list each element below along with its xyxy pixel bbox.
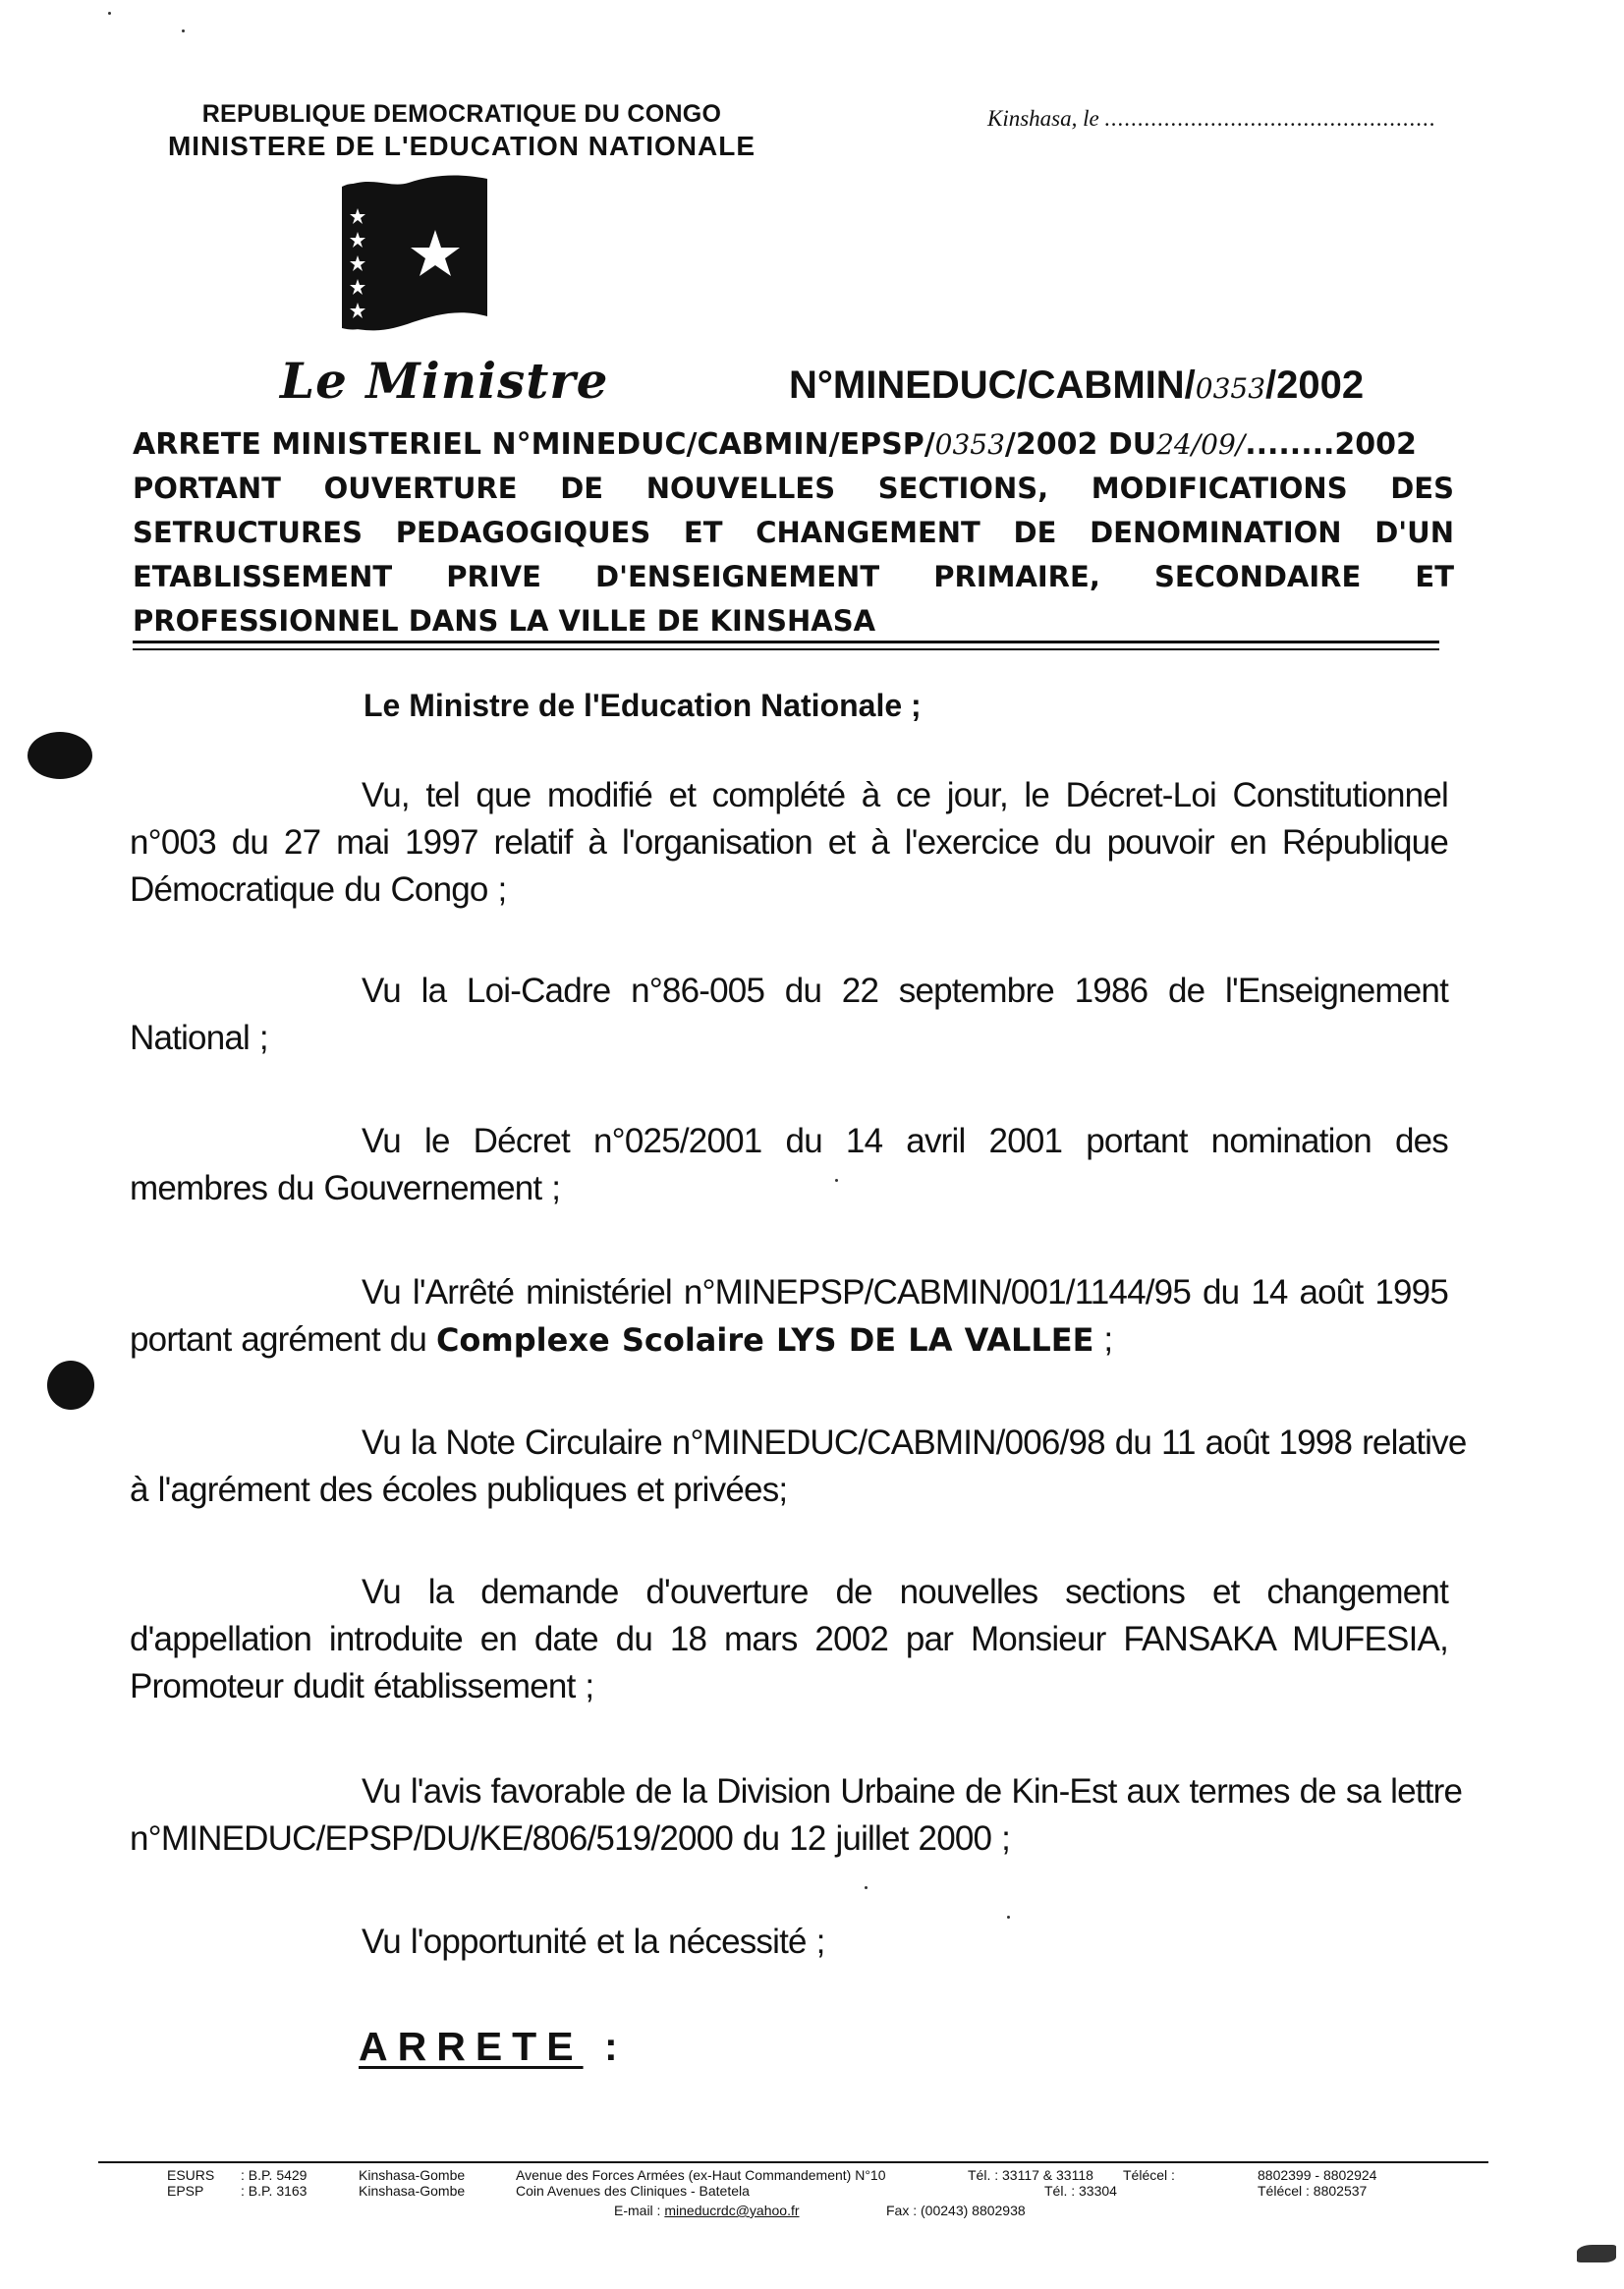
ref-handwritten: 0353 bbox=[1195, 372, 1266, 405]
paragraph-line: Vu, tel que modifié et complété à ce jour, le Décret-Loi Constitutionnel bbox=[362, 776, 1448, 814]
footer-text: Coin Avenues des Cliniques - Batetela bbox=[516, 2183, 750, 2199]
place-date-line bbox=[987, 106, 1436, 132]
ink-blot bbox=[47, 1361, 94, 1410]
whereas-paragraph-8 bbox=[130, 1919, 1448, 1966]
decree-title bbox=[133, 422, 1454, 643]
scan-speck bbox=[1007, 1916, 1010, 1919]
minister-signature-label: Le Ministre bbox=[280, 352, 609, 410]
title-line-3: SETRUCTURES PEDAGOGIQUES ET CHANGEMENT DE DENOMINATION D'UN bbox=[133, 516, 1454, 549]
whereas-paragraph-4 bbox=[130, 1269, 1448, 1364]
footer-text: ESURS bbox=[167, 2167, 215, 2183]
scan-speck bbox=[865, 1886, 868, 1889]
text-run: portant agrément du bbox=[130, 1320, 436, 1359]
footer-text: Kinshasa-Gombe bbox=[359, 2183, 466, 2199]
date-blank: .................................................. bbox=[1104, 106, 1436, 131]
decree-heading bbox=[359, 2024, 628, 2070]
reference-number bbox=[789, 363, 1364, 408]
title-line-5: PROFESSIONNEL DANS LA VILLE DE KINSHASA bbox=[133, 604, 876, 638]
paragraph-line: National ; bbox=[130, 1019, 268, 1057]
footer-fax: Fax : (00243) 8802938 bbox=[886, 2203, 1026, 2218]
paragraph-line: Démocratique du Congo ; bbox=[130, 870, 507, 909]
footer-phone bbox=[968, 2167, 1117, 2199]
title-rule bbox=[133, 641, 1439, 643]
paragraph-line: Vu la demande d'ouverture de nouvelles sections et changement bbox=[362, 1573, 1448, 1611]
footer-telecel bbox=[1258, 2167, 1376, 2199]
ministry-name: MINISTERE DE L'EDUCATION NATIONALE bbox=[167, 131, 756, 161]
paragraph-line: Vu la Loi-Cadre n°86-005 du 22 septembre 1986 de l'Enseignement bbox=[362, 972, 1448, 1010]
footer-text: Tél. : 33117 & 33118 bbox=[968, 2167, 1093, 2183]
paragraph-line: d'appellation introduite en date du 18 mars 2002 par Monsieur FANSAKA MUFESIA, bbox=[130, 1620, 1448, 1658]
scan-speck bbox=[182, 29, 185, 32]
whereas-paragraph-2 bbox=[130, 968, 1448, 1062]
whereas-paragraph-1 bbox=[130, 772, 1448, 914]
title-line1-c: 2002 bbox=[1334, 427, 1417, 462]
title-line-4: ETABLISSEMENT PRIVE D'ENSEIGNEMENT PRIMAIRE, SECONDAIRE ET bbox=[133, 560, 1454, 593]
paragraph-line: membres du Gouvernement ; bbox=[130, 1169, 561, 1207]
scan-speck bbox=[835, 1179, 838, 1182]
footer-email bbox=[614, 2203, 800, 2218]
title-line1-b: /2002 DU bbox=[1004, 427, 1157, 462]
whereas-paragraph-3 bbox=[130, 1118, 1448, 1212]
title-handwritten-date: 24/09/ bbox=[1156, 428, 1246, 461]
decree-colon: : bbox=[583, 2024, 628, 2069]
footer-text: Avenue des Forces Armées (ex-Haut Commandement) N°10 bbox=[516, 2167, 886, 2183]
paragraph-line: n°MINEDUC/EPSP/DU/KE/806/519/2000 du 12 juillet 2000 ; bbox=[130, 1819, 1011, 1858]
email-link[interactable]: mineducrdc@yahoo.fr bbox=[664, 2203, 800, 2218]
title-handwritten-number: 0353 bbox=[934, 428, 1005, 461]
ref-prefix: N°MINEDUC/CABMIN/ bbox=[789, 363, 1196, 407]
title-line1-a: ARRETE MINISTERIEL N°MINEDUC/CABMIN/EPSP/ bbox=[133, 427, 935, 462]
paragraph-line: à l'agrément des écoles publiques et privées; bbox=[130, 1471, 788, 1509]
place-label: Kinshasa, le bbox=[987, 106, 1099, 131]
footer-text: : B.P. 3163 bbox=[241, 2183, 308, 2199]
minister-heading: Le Ministre de l'Education Nationale ; bbox=[364, 688, 922, 723]
paragraph-line: Vu l'opportunité et la nécessité ; bbox=[362, 1923, 825, 1961]
footer-city bbox=[359, 2167, 465, 2199]
title-line-2: PORTANT OUVERTURE DE NOUVELLES SECTIONS, MODIFICATIONS DES bbox=[133, 472, 1454, 505]
scan-smudge bbox=[1577, 2245, 1616, 2262]
footer-text: Tél. : 33304 bbox=[1044, 2183, 1117, 2199]
decree-word: ARRETE bbox=[359, 2024, 584, 2069]
ink-blot bbox=[28, 732, 92, 779]
footer-text: 8802399 - 8802924 bbox=[1258, 2167, 1377, 2183]
paragraph-line: Promoteur dudit établissement ; bbox=[130, 1667, 594, 1705]
footer-po-box bbox=[241, 2167, 307, 2199]
paragraph-line: Vu la Note Circulaire n°MINEDUC/CABMIN/006/98 du 11 août 1998 relative bbox=[362, 1424, 1467, 1462]
footer-rule bbox=[98, 2161, 1488, 2163]
whereas-paragraph-6 bbox=[130, 1569, 1448, 1710]
footer-text: : B.P. 5429 bbox=[241, 2167, 308, 2183]
title-rule bbox=[133, 648, 1439, 650]
footer-telecel-label: Télécel : bbox=[1123, 2167, 1175, 2183]
footer-text: E-mail : bbox=[614, 2203, 665, 2218]
paragraph-line: Vu le Décret n°025/2001 du 14 avril 2001 portant nomination des bbox=[362, 1122, 1448, 1160]
title-line-1: ARRETE MINISTERIEL N°MINEDUC/CABMIN/EPSP/0353/2002 DU24/09/........2002 bbox=[133, 427, 1417, 462]
footer-text: Télécel : 8802537 bbox=[1258, 2183, 1368, 2199]
drc-flag-icon bbox=[342, 169, 499, 336]
ref-suffix: /2002 bbox=[1265, 363, 1365, 407]
paragraph-line: Vu l'avis favorable de la Division Urbaine de Kin-Est aux termes de sa lettre bbox=[362, 1772, 1463, 1811]
paragraph-line bbox=[130, 1316, 1448, 1364]
text-run: ; bbox=[1093, 1320, 1113, 1359]
letterhead bbox=[138, 100, 786, 162]
whereas-paragraph-5 bbox=[130, 1420, 1467, 1514]
footer-text: EPSP bbox=[167, 2183, 204, 2199]
country-name: REPUBLIQUE DEMOCRATIQUE DU CONGO bbox=[201, 100, 722, 128]
paragraph-line: n°003 du 27 mai 1997 relatif à l'organisation et à l'exercice du pouvoir en République bbox=[130, 823, 1448, 862]
footer-department bbox=[167, 2167, 214, 2199]
school-name: Complexe Scolaire LYS DE LA VALLEE bbox=[435, 1321, 1094, 1359]
whereas-paragraph-7 bbox=[130, 1768, 1463, 1863]
scan-speck bbox=[108, 12, 111, 15]
paragraph-line: Vu l'Arrêté ministériel n°MINEPSP/CABMIN/001/1144/95 du 14 août 1995 bbox=[362, 1273, 1448, 1312]
footer-text: Kinshasa-Gombe bbox=[359, 2167, 466, 2183]
footer-address bbox=[516, 2167, 886, 2199]
